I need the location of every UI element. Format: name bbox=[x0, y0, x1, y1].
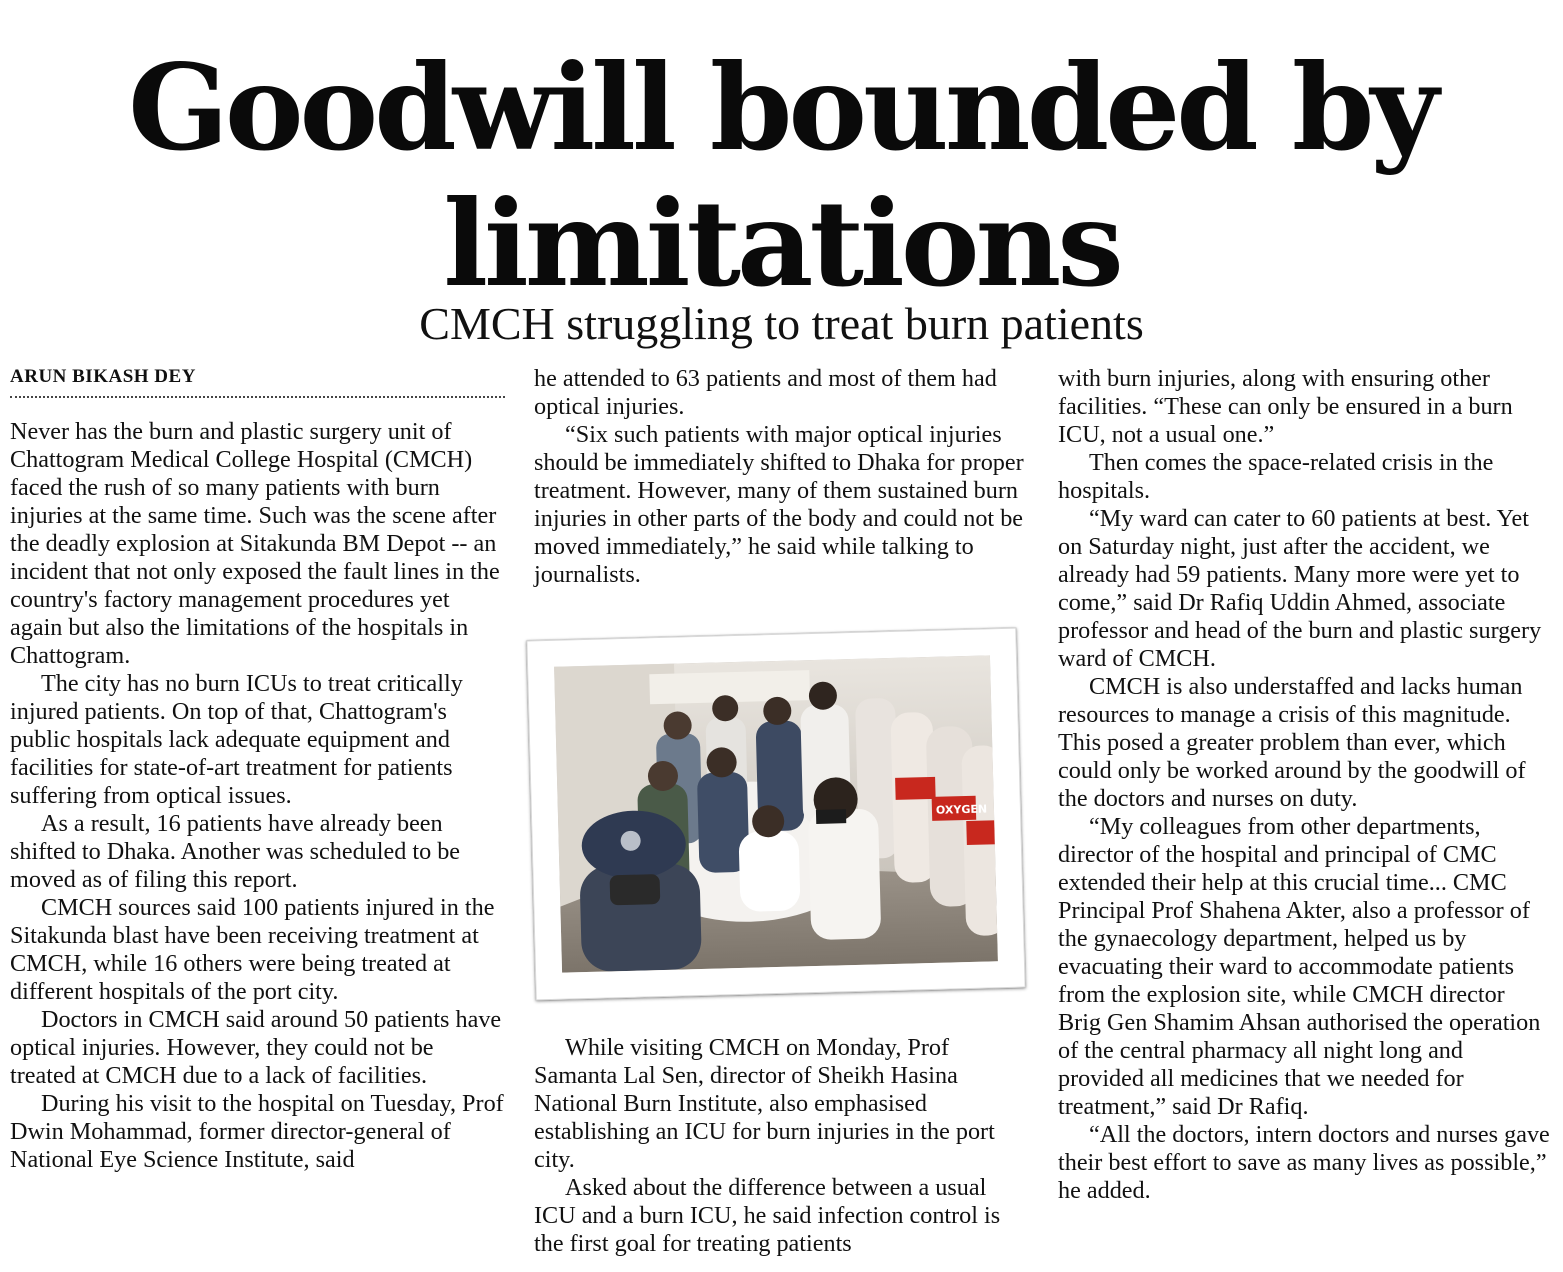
article-column-2-top bbox=[534, 365, 1024, 589]
paragraph: Doctors in CMCH said around 50 patients have optical injuries. However, they could not be treated at CMCH due to a lack of facilities. bbox=[10, 1006, 502, 1089]
article-column-1 bbox=[10, 418, 505, 1174]
paragraph: During his visit to the hospital on Tuesday, Prof Dwin Mohammad, former director-general of National Eye Science Institute, said bbox=[10, 1090, 504, 1173]
news-photo bbox=[554, 655, 998, 972]
paragraph: CMCH sources said 100 patients injured in the Sitakunda blast have been receiving treatment at CMCH, while 16 others were being treated at different hospitals of the port city. bbox=[10, 894, 495, 1005]
paragraph: Asked about the difference between a usual ICU and a burn ICU, he said infection control is the first goal for treating patients bbox=[534, 1174, 1001, 1257]
article-column-2-bottom bbox=[534, 1034, 1024, 1258]
paragraph: The city has no burn ICUs to treat critically injured patients. On top of that, Chattogram's public hospitals lack adequate equipment and facilities for state-of-art treatment for patients suffering from optical issues. bbox=[10, 670, 463, 809]
paragraph: “My colleagues from other departments, director of the hospital and principal of CMC extended their help at this crucial time... CMC Principal Prof Shahena Akter, also a professor of the gynaecology department, helped us by evacuating their ward to accommodate patients from the explosion site, while CMCH director Brig Gen Shamim Ahsan authorised the operation of the central pharmacy all night long and provided all medicines that we needed for treatment,” said Dr Rafiq. bbox=[1058, 813, 1541, 1120]
byline: ARUN BIKASH DEY bbox=[10, 366, 505, 398]
paragraph: Then comes the space-related crisis in the hospitals. bbox=[1058, 449, 1494, 504]
paragraph: Never has the burn and plastic surgery unit of Chattogram Medical College Hospital (CMCH) faced the rush of so many patients with burn injuries at the same time. Such was the scene after the deadly explosion at Sitakunda BM Depot -- an incident that not only exposed the fault lines in the country's factory management procedures yet again but also the limitations of the hospitals in Chattogram. bbox=[10, 418, 500, 669]
paragraph: CMCH is also understaffed and lacks human resources to manage a crisis of this magnitude. This posed a greater problem than ever, which could only be worked around by the goodwill of the doctors and nurses on duty. bbox=[1058, 673, 1526, 812]
paragraph: he attended to 63 patients and most of them had optical injuries. bbox=[534, 365, 997, 420]
paragraph: “My ward can cater to 60 patients at best. Yet on Saturday night, just after the accident, we already had 59 patients. Many more were yet to come,” said Dr Rafiq Uddin Ahmed, associate professor and head of the burn and plastic surgery ward of CMCH. bbox=[1058, 505, 1542, 672]
news-photo-frame bbox=[526, 628, 1025, 1001]
article-column-3 bbox=[1058, 365, 1553, 1205]
paragraph: with burn injuries, along with ensuring other facilities. “These can only be ensured in a burn ICU, not a usual one.” bbox=[1058, 365, 1513, 448]
paragraph: “Six such patients with major optical injuries should be immediately shifted to Dhaka for proper treatment. However, many of them sustained burn injuries in other parts of the body and could not be moved immediately,” he said while talking to journalists. bbox=[534, 421, 1024, 588]
paragraph: As a result, 16 patients have already been shifted to Dhaka. Another was scheduled to be moved as of filing this report. bbox=[10, 810, 461, 893]
subheadline: CMCH struggling to treat burn patients bbox=[419, 298, 1144, 349]
cylinder-label: OXYGEN bbox=[935, 802, 988, 817]
headline: Goodwill bounded by limitations bbox=[128, 38, 1435, 313]
hospital-corridor-photo bbox=[554, 655, 998, 972]
paragraph: While visiting CMCH on Monday, Prof Samanta Lal Sen, director of Sheikh Hasina National Burn Institute, also emphasised establishing an ICU for burn injuries in the port city. bbox=[534, 1034, 995, 1173]
paragraph: “All the doctors, intern doctors and nurses gave their best effort to save as many lives as possible,” he added. bbox=[1058, 1121, 1550, 1204]
